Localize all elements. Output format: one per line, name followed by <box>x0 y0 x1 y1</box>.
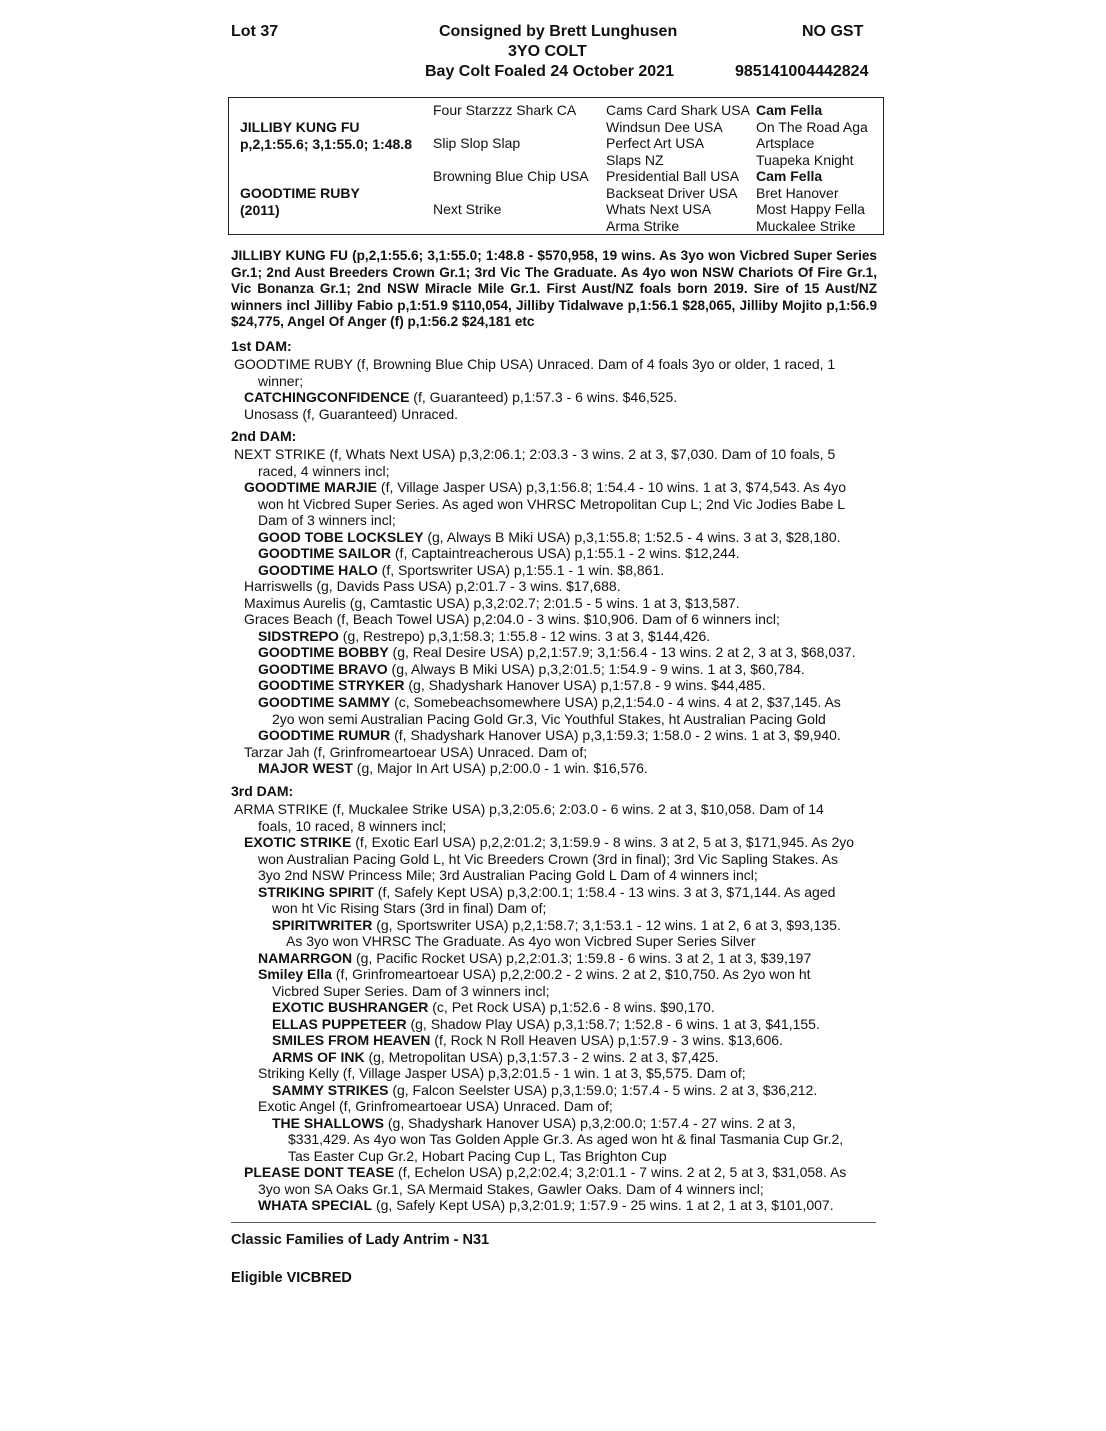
family-line <box>258 529 841 546</box>
horse-name: GOODTIME RUMUR <box>258 727 391 743</box>
family-line <box>258 950 811 967</box>
horse-record: (g, Sportswriter USA) p,2,1:58.7; 3,1:53.1 - 12 wins. 1 at 2, 6 at 3, $93,135. <box>372 917 841 933</box>
sire-name: JILLIBY KUNG FU <box>240 119 360 135</box>
pedigree-g3: Muckalee Strike <box>756 218 856 234</box>
family-line <box>272 1032 783 1049</box>
horse-record: 3yo 2nd NSW Princess Mile; 3rd Australian Pacing Gold L Dam of 4 winners incl; <box>258 867 758 883</box>
sire-summary: JILLIBY KUNG FU (p,2,1:55.6; 3,1:55.0; 1:48.8 - $570,958, 19 wins. As 3yo won Vicbred Super Series Gr.1; 2nd Aust Breeders Crown Gr.1; 3rd Vic The Graduate. As 4yo won NSW Chariots Of Fire Gr.1, Vic Bonanza Gr.1; 2nd NSW Miracle Mile Gr.1. First Aust/NZ foals born 2019. Sire of 15 Aust/NZ winners incl Jilliby Fabio p,1:51.9 $110,054, Jilliby Tidalwave p,1:56.1 $28,065, Jilliby Mojito p,1:56.9 $24,775, Angel Of Anger (f) p,1:56.2 $24,181 etc <box>231 248 877 330</box>
horse-name: GOODTIME SAILOR <box>258 545 391 561</box>
horse-name: SMILES FROM HEAVEN <box>272 1032 431 1048</box>
family-line <box>272 900 546 917</box>
pedigree-g2: Cams Card Shark USA <box>606 102 750 118</box>
pedigree-table <box>228 97 884 235</box>
gst-status: NO GST <box>802 23 864 40</box>
horse-record: 3yo won SA Oaks Gr.1, SA Mermaid Stakes, Gawler Oaks. Dam of 4 winners incl; <box>258 1181 764 1197</box>
horse-record: foals, 10 raced, 8 winners incl; <box>258 818 447 834</box>
horse-record: Unosass (f, Guaranteed) Unraced. <box>244 406 458 422</box>
family-line <box>258 818 446 835</box>
horse-name: SAMMY STRIKES <box>272 1082 389 1098</box>
horse-record: Harriswells (g, Davids Pass USA) p,2:01.7 - 3 wins. $17,688. <box>244 578 621 594</box>
lot-number: Lot 37 <box>231 23 279 40</box>
horse-name: CATCHINGCONFIDENCE <box>244 389 410 405</box>
family-line <box>272 1115 796 1132</box>
pedigree-g3: Cam Fella <box>756 168 823 184</box>
family-line <box>244 406 458 423</box>
family-line <box>258 496 845 513</box>
horse-record: (g, Always B Miki USA) p,3,2:01.5; 1:54.9 - 9 wins. 1 at 3, $60,784. <box>387 661 805 677</box>
pedigree-g2: Arma Strike <box>606 218 680 234</box>
horse-record: won ht Vicbred Super Series. As aged won VHRSC Metropolitan Cup L; 2nd Vic Jodies Babe L <box>258 496 846 512</box>
family-line <box>272 983 550 1000</box>
horse-record: Striking Kelly (f, Village Jasper USA) p,3,2:01.5 - 1 win. 1 at 3, $5,575. Dam of; <box>258 1065 746 1081</box>
family-line <box>244 389 677 406</box>
family-line <box>234 446 835 463</box>
pedigree-g1: Browning Blue Chip USA <box>433 168 589 184</box>
dam-name: GOODTIME RUBY <box>240 185 360 201</box>
family-line <box>234 801 824 818</box>
horse-record: won Australian Pacing Gold L, ht Vic Breeders Crown (3rd in final); 3rd Vic Sapling Stakes. As <box>258 851 839 867</box>
horse-name: ELLAS PUPPETEER <box>272 1016 407 1032</box>
family-line <box>244 578 621 595</box>
horse-record: Vicbred Super Series. Dam of 3 winners incl; <box>272 983 550 999</box>
horse-name: GOODTIME HALO <box>258 562 378 578</box>
pedigree-g3: On The Road Aga <box>756 119 868 135</box>
family-line <box>244 479 846 496</box>
horse-record: (f, Echelon USA) p,2,2:02.4; 3,2:01.1 - 7 wins. 2 at 2, 5 at 3, $31,058. As <box>394 1164 847 1180</box>
pedigree-g3: Tuapeka Knight <box>756 152 854 168</box>
pedigree-g3: Most Happy Fella <box>756 201 865 217</box>
pedigree-g2: Perfect Art USA <box>606 135 705 151</box>
dam-year: (2011) <box>240 202 280 218</box>
horse-name: WHATA SPECIAL <box>258 1197 373 1213</box>
consignor: Consigned by Brett Lunghusen <box>439 23 678 40</box>
family-line <box>258 851 838 868</box>
horse-name: GOOD TOBE LOCKSLEY <box>258 529 424 545</box>
horse-name: GOODTIME BOBBY <box>258 644 389 660</box>
horse-record: (g, Always B Miki USA) p,3,1:55.8; 1:52.5 - 4 wins. 3 at 3, $28,180. <box>423 529 841 545</box>
family-line <box>258 727 841 744</box>
family-line <box>258 463 390 480</box>
horse-name: EXOTIC BUSHRANGER <box>272 999 429 1015</box>
family-line <box>258 867 758 884</box>
family-line <box>258 1181 764 1198</box>
horse-name: STRIKING SPIRIT <box>258 884 374 900</box>
family-line <box>258 628 710 645</box>
horse-name: MAJOR WEST <box>258 760 353 776</box>
horse-name: EXOTIC STRIKE <box>244 834 352 850</box>
horse-record: raced, 4 winners incl; <box>258 463 390 479</box>
horse-record: (f, Exotic Earl USA) p,2,2:01.2; 3,1:59.9 - 8 wins. 3 at 2, 5 at 3, $171,945. As 2yo <box>351 834 855 850</box>
horse-record: (f, Grinfromeartoear USA) p,2,2:00.2 - 2 wins. 2 at 2, $10,750. As 2yo won ht <box>331 966 811 982</box>
horse-record: (f, Shadyshark Hanover USA) p,3,1:59.3; 1:58.0 - 2 wins. 1 at 3, $9,940. <box>390 727 841 743</box>
pedigree-g1: Next Strike <box>433 201 502 217</box>
horse-record: (f, Guaranteed) p,1:57.3 - 6 wins. $46,525. <box>409 389 678 405</box>
microchip-number: 985141004442824 <box>735 63 869 80</box>
family-line <box>288 1131 843 1148</box>
family-line <box>244 1164 846 1181</box>
horse-record: Tas Easter Cup Gr.2, Hobart Pacing Cup L, Tas Brighton Cup <box>288 1148 667 1164</box>
family-line <box>258 966 811 983</box>
second-dam-heading: 2nd DAM: <box>231 428 297 444</box>
divider <box>231 1222 876 1223</box>
pedigree-g2: Presidential Ball USA <box>606 168 740 184</box>
horse-record: (g, Major In Art USA) p,2:00.0 - 1 win. $16,576. <box>352 760 648 776</box>
horse-record: Tarzar Jah (f, Grinfromeartoear USA) Unraced. Dam of; <box>244 744 588 760</box>
foaled-date: Bay Colt Foaled 24 October 2021 <box>425 63 674 80</box>
horse-name: PLEASE DONT TEASE <box>244 1164 395 1180</box>
family-line <box>258 677 766 694</box>
eligibility: Eligible VICBRED <box>231 1270 352 1286</box>
horse-record: NEXT STRIKE (f, Whats Next USA) p,3,2:06.1; 2:03.3 - 3 wins. 2 at 3, $7,030. Dam of 10 foals, 5 <box>234 446 836 462</box>
family-line <box>258 1098 613 1115</box>
horse-record: (c, Somebeachsomewhere USA) p,2,1:54.0 - 4 wins. 4 at 2, $37,145. As <box>390 694 841 710</box>
pedigree-g3: Bret Hanover <box>756 185 839 201</box>
family-line <box>244 595 740 612</box>
family-line <box>258 884 835 901</box>
horse-record: 2yo won semi Australian Pacing Gold Gr.3, Vic Youthful Stakes, ht Australian Pacing Gold <box>272 711 826 727</box>
family-line <box>258 1065 746 1082</box>
horse-name: ARMS OF INK <box>272 1049 365 1065</box>
pedigree-g3: Cam Fella <box>756 102 823 118</box>
horse-record: (g, Safely Kept USA) p,3,2:01.9; 1:57.9 - 25 wins. 1 at 2, 1 at 3, $101,007. <box>372 1197 834 1213</box>
horse-name: GOODTIME STRYKER <box>258 677 405 693</box>
family-line <box>258 512 396 529</box>
pedigree-g1: Four Starzzz Shark CA <box>433 102 577 118</box>
horse-record: (f, Village Jasper USA) p,3,1:56.8; 1:54.4 - 10 wins. 1 at 3, $74,543. As 4yo <box>377 479 847 495</box>
horse-record: Maximus Aurelis (g, Camtastic USA) p,3,2:02.7; 2:01.5 - 5 wins. 1 at 3, $13,587. <box>244 595 740 611</box>
horse-record: (c, Pet Rock USA) p,1:52.6 - 8 wins. $90,170. <box>428 999 715 1015</box>
horse-record: (g, Restrepo) p,3,1:58.3; 1:55.8 - 12 wins. 3 at 3, $144,426. <box>338 628 711 644</box>
horse-record: (f, Sportswriter USA) p,1:55.1 - 1 win. $8,861. <box>377 562 665 578</box>
horse-record: As 3yo won VHRSC The Graduate. As 4yo won Vicbred Super Series Silver <box>286 933 756 949</box>
pedigree-g2: Backseat Driver USA <box>606 185 738 201</box>
horse-type: 3YO COLT <box>508 43 587 60</box>
family-line <box>258 661 805 678</box>
horse-record: won ht Vic Rising Stars (3rd in final) Dam of; <box>272 900 547 916</box>
family-line <box>258 562 664 579</box>
horse-record: (f, Safely Kept USA) p,3,2:00.1; 1:58.4 - 13 wins. 3 at 3, $71,144. As aged <box>373 884 836 900</box>
horse-record: (g, Shadyshark Hanover USA) p,3,2:00.0; 1:57.4 - 27 wins. 2 at 3, <box>384 1115 796 1131</box>
family-note: Classic Families of Lady Antrim - N31 <box>231 1232 490 1248</box>
horse-record: (g, Shadyshark Hanover USA) p,1:57.8 - 9 wins. $44,485. <box>404 677 766 693</box>
family-line <box>272 1016 820 1033</box>
family-line <box>234 356 835 373</box>
family-line <box>258 760 648 777</box>
horse-record: (g, Metropolitan USA) p,3,1:57.3 - 2 wins. 2 at 3, $7,425. <box>364 1049 719 1065</box>
family-line <box>258 644 856 661</box>
horse-record: (f, Rock N Roll Heaven USA) p,1:57.9 - 3 wins. $13,606. <box>430 1032 783 1048</box>
family-line <box>288 1148 667 1165</box>
first-dam-heading: 1st DAM: <box>231 338 292 354</box>
sire-record: p,2,1:55.6; 3,1:55.0; 1:48.8 <box>240 136 412 152</box>
horse-name: SIDSTREPO <box>258 628 339 644</box>
horse-name: NAMARRGON <box>258 950 353 966</box>
family-line <box>244 744 587 761</box>
pedigree-g1: Slip Slop Slap <box>433 135 521 151</box>
family-line <box>286 933 756 950</box>
horse-name: THE SHALLOWS <box>272 1115 384 1131</box>
pedigree-g2: Slaps NZ <box>606 152 664 168</box>
horse-record: (g, Pacific Rocket USA) p,2,2:01.3; 1:59.8 - 6 wins. 3 at 2, 1 at 3, $39,197 <box>352 950 812 966</box>
pedigree-g2: Whats Next USA <box>606 201 712 217</box>
horse-name: GOODTIME MARJIE <box>244 479 378 495</box>
horse-record: winner; <box>258 373 304 389</box>
horse-record: Graces Beach (f, Beach Towel USA) p,2:04.0 - 3 wins. $10,906. Dam of 6 winners incl; <box>244 611 780 627</box>
family-line <box>272 1082 817 1099</box>
horse-record: $331,429. As 4yo won Tas Golden Apple Gr.3. As aged won ht & final Tasmania Cup Gr.2, <box>288 1131 844 1147</box>
horse-record: (g, Real Desire USA) p,2,1:57.9; 3,1:56.4 - 13 wins. 2 at 2, 3 at 3, $68,037. <box>388 644 856 660</box>
family-line <box>258 545 740 562</box>
family-line <box>258 694 841 711</box>
family-line <box>272 1049 719 1066</box>
horse-record: ARMA STRIKE (f, Muckalee Strike USA) p,3,2:05.6; 2:03.0 - 6 wins. 2 at 3, $10,058. Dam of 14 <box>234 801 824 817</box>
family-line <box>272 711 826 728</box>
family-line <box>244 611 780 628</box>
horse-name: GOODTIME BRAVO <box>258 661 388 677</box>
horse-record: Exotic Angel (f, Grinfromeartoear USA) Unraced. Dam of; <box>258 1098 613 1114</box>
pedigree-g2: Windsun Dee USA <box>606 119 723 135</box>
horse-name: SPIRITWRITER <box>272 917 373 933</box>
family-line <box>258 373 303 390</box>
horse-record: GOODTIME RUBY (f, Browning Blue Chip USA) Unraced. Dam of 4 foals 3yo or older, 1 raced, 1 <box>234 356 836 372</box>
family-line <box>272 917 841 934</box>
horse-record: (f, Captaintreacherous USA) p,1:55.1 - 2 wins. $12,244. <box>391 545 740 561</box>
horse-name: Smiley Ella <box>258 966 332 982</box>
family-line <box>258 1197 834 1214</box>
horse-name: GOODTIME SAMMY <box>258 694 391 710</box>
pedigree-g3: Artsplace <box>756 135 815 151</box>
third-dam-heading: 3rd DAM: <box>231 783 294 799</box>
horse-record: (g, Shadow Play USA) p,3,1:58.7; 1:52.8 - 6 wins. 1 at 3, $41,155. <box>406 1016 820 1032</box>
horse-record: (g, Falcon Seelster USA) p,3,1:59.0; 1:57.4 - 5 wins. 2 at 3, $36,212. <box>388 1082 818 1098</box>
family-line <box>272 999 715 1016</box>
horse-record: Dam of 3 winners incl; <box>258 512 396 528</box>
family-line <box>244 834 854 851</box>
